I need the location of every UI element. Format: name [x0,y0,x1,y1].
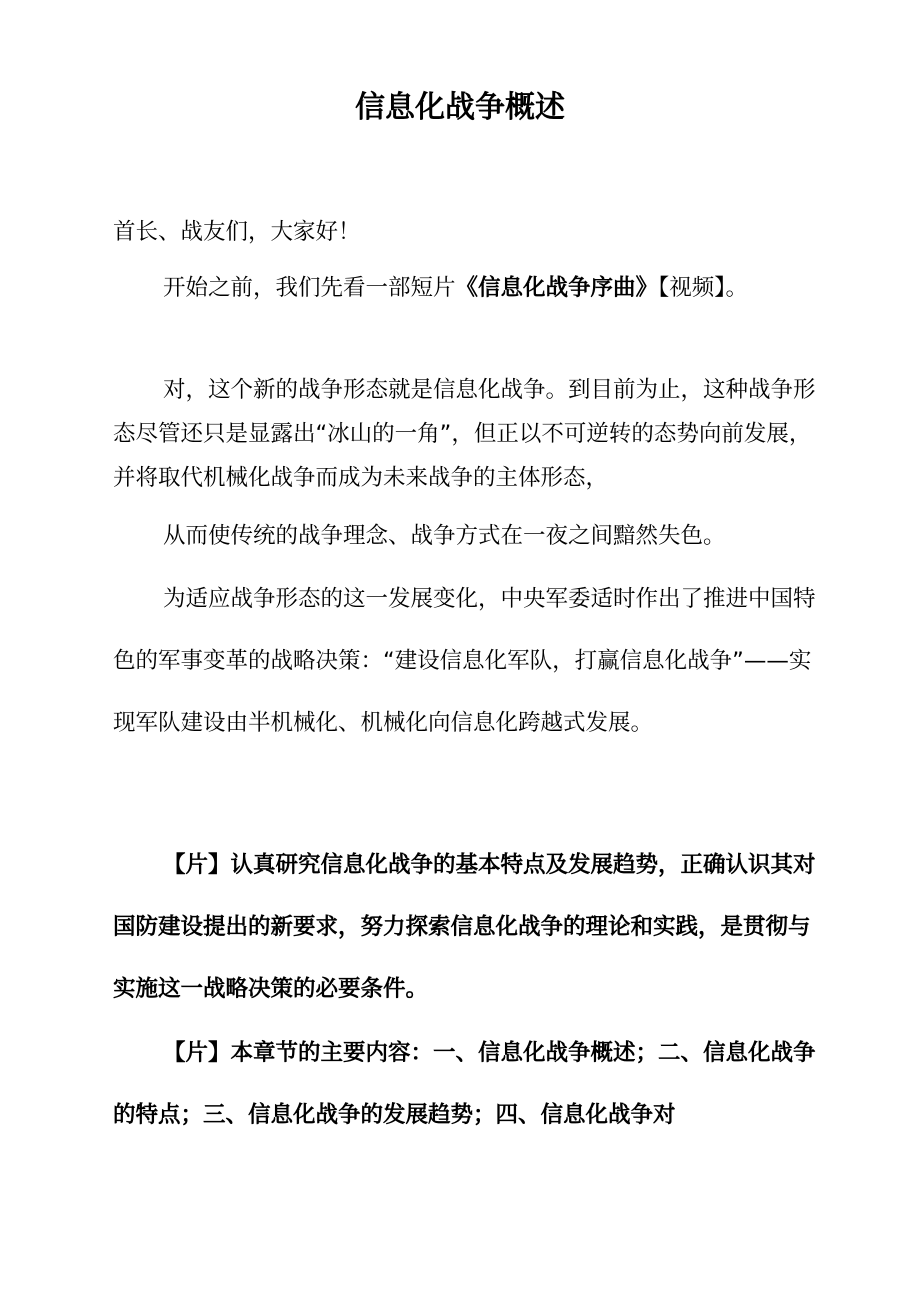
intro-video-tag: 【视频】。 [658,275,749,301]
greeting-paragraph: 首长、战友们，大家好！ [113,219,361,245]
body-paragraph-1 [113,368,818,558]
body-paragraph-1-last-line: 从而使传统的战争理念、战争方式在一夜之间黯然失色。 [163,523,726,549]
clip-paragraph-2: 【片】本章节的主要内容：一、信息化战争概述；二、信息化战争的特点；三、信息化战争的发展趋势；四、信息化战争对 [113,1040,816,1128]
body-paragraph-1-main: 对，这个新的战争形态就是信息化战争。到目前为止，这种战争形态尽管还只是显露出“冰山的一角”，但正以不可逆转的态势向前发展，并将取代机械化战争而成为未来战争的主体形态， [113,377,816,491]
film-title: 《信息化战争序曲》 [455,275,659,301]
clip-paragraph-1: 【片】认真研究信息化战争的基本特点及发展趋势，正确认识其对国防建设提出的新要求，努力探索信息化战争的理论和实践，是贯彻与实施这一战略决策的必要条件。 [113,852,816,1002]
document-title: 信息化战争概述 [355,90,565,125]
body-paragraph-2: 为适应战争形态的这一发展变化，中央军委适时作出了推进中国特色的军事变革的战略决策：“建设信息化军队，打赢信息化战争”——实现军队建设由半机械化、机械化向信息化跨越式发展。 [113,586,816,736]
intro-paragraph [113,266,818,310]
intro-text: 开始之前，我们先看一部短片 [163,275,456,301]
